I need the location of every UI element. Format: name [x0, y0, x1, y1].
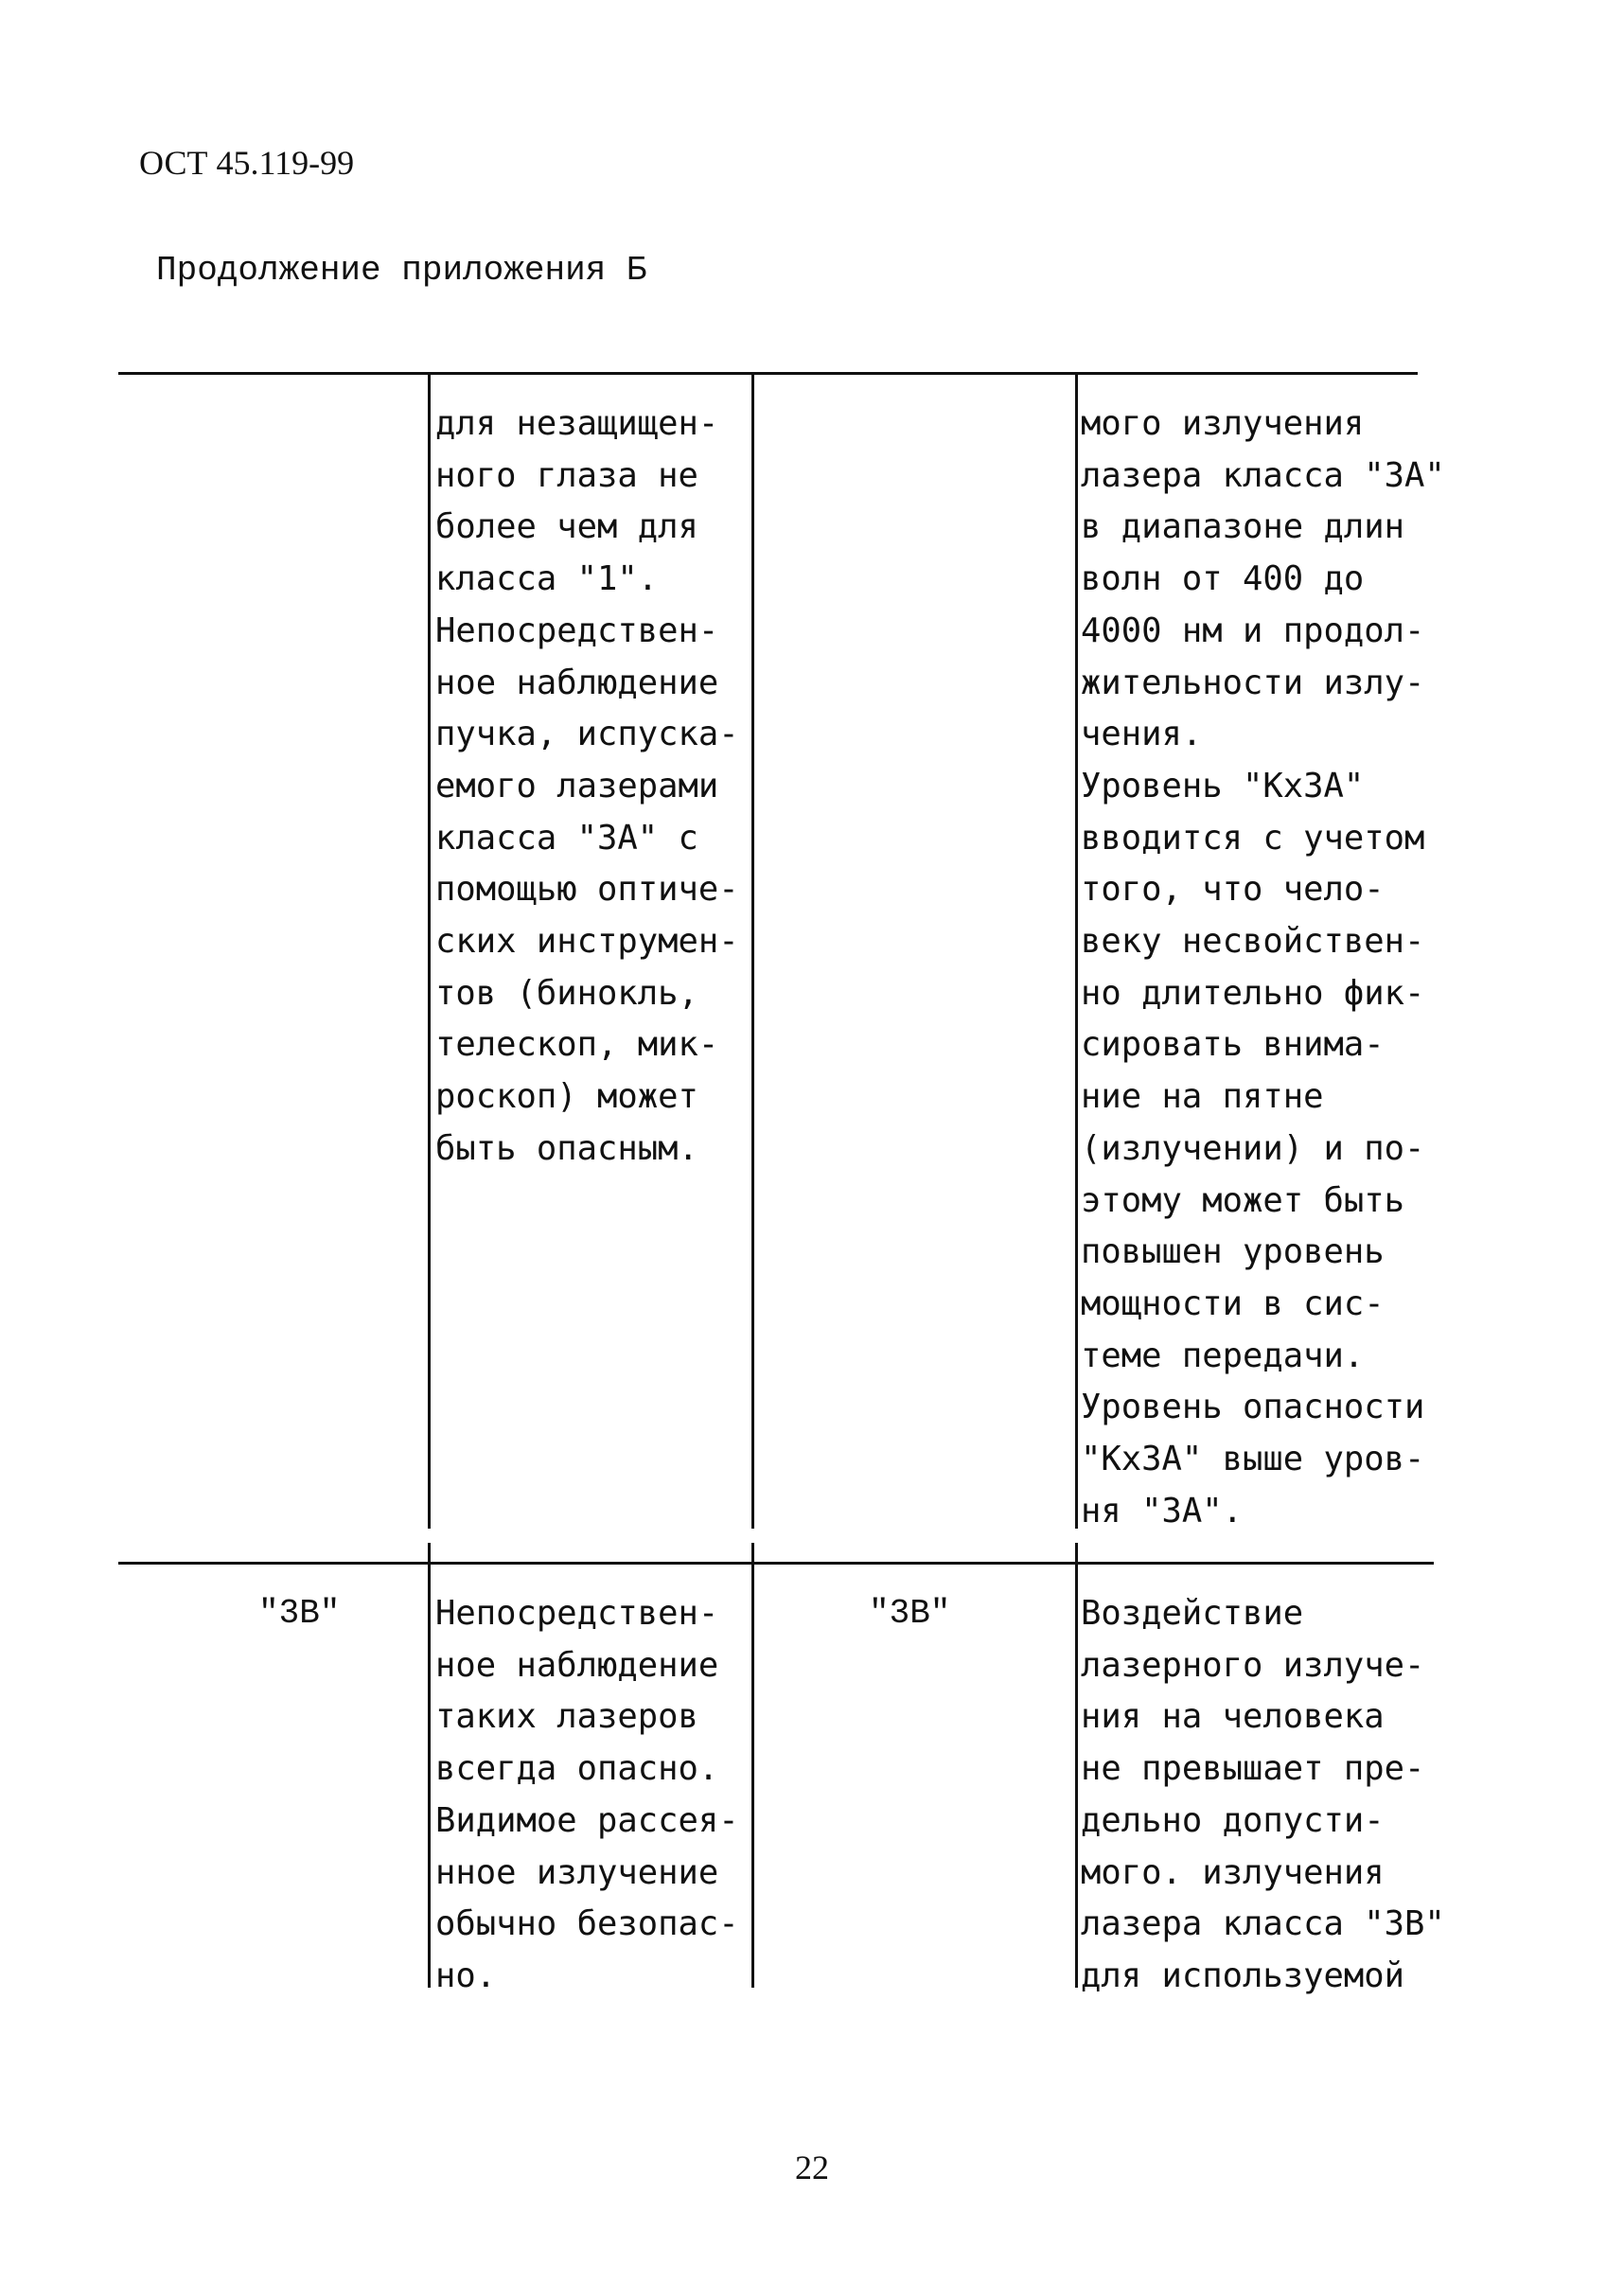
row2-class-label: "3В": [258, 1594, 341, 1633]
row2-level-label: "3В": [869, 1594, 951, 1633]
page-number: 22: [795, 2149, 829, 2186]
column-divider-right-row1: [1075, 372, 1078, 1529]
row1-effect-description: для незащищен- ного глаза не более чем для класса "1". Непосредствен- ное наблюдение пучка, испуска- емого лазерами класса "3А" с помощью оптиче- ских инструмен- тов (бинокль, телескоп, мик- роскоп) может быть опасным.: [435, 404, 739, 1168]
column-divider-left-row2: [428, 1543, 431, 1988]
column-divider-middle-row1: [751, 372, 754, 1529]
row2-level-description: Воздействие лазерного излуче- ния на человека не превышает пре- дельно допусти- мого. излучения лазера класса "3В" для используемой: [1081, 1594, 1445, 1995]
column-divider-left-row1: [428, 372, 431, 1529]
table-top-rule: [118, 372, 1418, 375]
row1-level-description: мого излучения лазера класса "3А" в диапазоне длин волн от 400 до 4000 нм и продол- жительности излу- чения. Уровень "Кх3А" вводится с учетом того, что чело- веку несвойствен- но длительно фик- сировать внима- ние на пятне (излучении) и по- этому может быть повышен уровень мощности в сис- теме передачи. Уровень опасности "Кх3А" выше уров- ня "3А".: [1081, 404, 1445, 1531]
row2-effect-description: Непосредствен- ное наблюдение таких лазеров всегда опасно. Видимое рассея- нное излучение обычно безопас- но.: [435, 1594, 739, 1995]
table-row-separator: [118, 1562, 1434, 1565]
column-divider-right-row2: [1075, 1543, 1078, 1988]
document-code: ОСТ 45.119-99: [139, 144, 355, 182]
column-divider-middle-row2: [751, 1543, 754, 1988]
appendix-continuation-title: Продолжение приложения Б: [156, 251, 647, 290]
